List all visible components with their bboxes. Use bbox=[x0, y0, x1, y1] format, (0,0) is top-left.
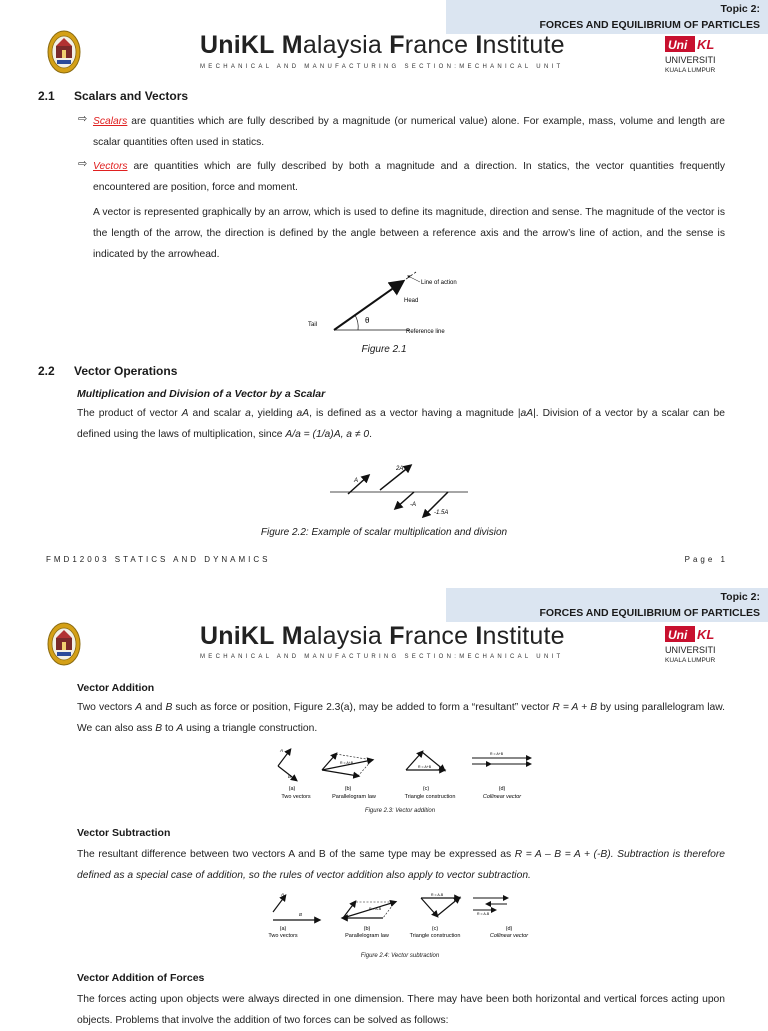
svg-text:Uni: Uni bbox=[668, 38, 688, 52]
head-label: Head bbox=[404, 298, 419, 304]
svg-text:Collinear vector: Collinear vector bbox=[489, 933, 529, 939]
svg-text:Two vectors: Two vectors bbox=[268, 933, 298, 939]
svg-text:(c): (c) bbox=[422, 786, 430, 792]
svg-text:(d): (d) bbox=[505, 926, 513, 932]
institute-seal-icon bbox=[47, 30, 81, 74]
figure-2-1-caption: Figure 2.1 bbox=[361, 344, 407, 355]
svg-text:A: A bbox=[280, 748, 284, 753]
arrow-bullet-icon: ⇨ bbox=[78, 158, 88, 170]
svg-text:(d): (d) bbox=[498, 786, 506, 792]
label-a: A bbox=[354, 478, 359, 484]
svg-text:Parallelogram law: Parallelogram law bbox=[345, 933, 389, 939]
figure-2-2-scalar-multiplication bbox=[330, 460, 470, 522]
svg-text:R = A+B: R = A+B bbox=[340, 761, 354, 765]
figure-2-4-caption: Figure 2.4: Vector subtraction bbox=[360, 953, 440, 959]
svg-text:R = A-B: R = A-B bbox=[369, 907, 382, 911]
svg-text:KUALA LUMPUR: KUALA LUMPUR bbox=[665, 657, 716, 664]
section-line: MECHANICAL AND MANUFACTURING SECTION:MECHANICAL UNIT bbox=[200, 654, 564, 660]
figure-2-3-vector-addition bbox=[268, 744, 532, 806]
figure-2-4-vector-subtraction bbox=[255, 888, 545, 952]
label-neg-1-5a: -1.5A bbox=[434, 510, 449, 516]
reference-line-label: Reference line bbox=[406, 329, 445, 335]
footer-page-number: Page 1 bbox=[684, 555, 728, 564]
svg-text:(b): (b) bbox=[363, 926, 371, 932]
svg-text:B: B bbox=[288, 774, 292, 779]
unikl-logo-icon bbox=[665, 34, 735, 78]
svg-text:Uni: Uni bbox=[668, 628, 688, 642]
topic-title: FORCES AND EQUILIBRIUM OF PARTICLES bbox=[539, 19, 760, 31]
svg-text:R = A-B: R = A-B bbox=[477, 912, 490, 916]
vector-addition-heading: Vector Addition bbox=[77, 682, 155, 694]
svg-text:(b): (b) bbox=[344, 786, 352, 792]
svg-text:(a): (a) bbox=[279, 926, 287, 932]
section-line: MECHANICAL AND MANUFACTURING SECTION:MECHANICAL UNIT bbox=[200, 64, 564, 70]
svg-text:Collinear vector: Collinear vector bbox=[482, 794, 522, 800]
unikl-logo-icon bbox=[665, 624, 735, 668]
scalars-term: Scalars bbox=[93, 116, 128, 127]
line-of-action-label: Line of action bbox=[421, 280, 457, 286]
svg-text:Triangle construction: Triangle construction bbox=[409, 933, 461, 939]
tail-label: Tail bbox=[308, 322, 318, 328]
label-neg-a: -A bbox=[410, 502, 416, 508]
svg-text:KL: KL bbox=[697, 627, 715, 642]
svg-text:Two vectors: Two vectors bbox=[281, 794, 311, 800]
vector-representation-paragraph: A vector is represented graphically by an arrow, which is used to define its magnitude, direction and sense. The magnitude of the vector is the length of the arrow, the direction is defined by the angle between a reference axis and the arrow’s line of action, and the sense is indicated by the arrowhead. bbox=[93, 207, 725, 260]
multiplication-heading: Multiplication and Division of a Vector by a Scalar bbox=[77, 388, 326, 400]
vector-subtraction-paragraph: The resultant difference between two vectors A and B of the same type may be expressed as R = A – B = A + (-B). Subtraction is therefore defined as a special case of addition, so the rules of vector addition also apply to vector subtraction. bbox=[77, 849, 726, 881]
topic-box bbox=[446, 588, 768, 622]
arrow-bullet-icon: ⇨ bbox=[78, 113, 88, 125]
vectors-paragraph: Vectors are quantities which are fully described by both a magnitude and a direction. In statics, the vector quantities frequently encountered are position, force and moment. bbox=[93, 161, 725, 193]
vector-addition-forces-paragraph: The forces acting upon objects were always directed in one dimension. There may have been both horizontal and vertical forces acting upon objects. Problems that involve the addition of two forces can be solved as follows: bbox=[77, 994, 725, 1026]
page-1: Topic 2: FORCES AND EQUILIBRIUM OF PARTICLES UniKL Malaysia France Institute MECHANICAL AND MANUFACTURING SECTION:MECHANICAL UNIT Uni KL UNIVERSITI KUALA LUMPUR 2.1 Scalars and Vectors ⇨ Scalars are quantities which are fully described by a magnitude (or numerical value) alone. For example, mass, volume and length are scalar quantities often used in statics. ⇨ Vectors are quantities which are fully described by both a magnitude and a direction. In statics, the vector quantities frequently encountered are position, force and moment. A vector is represented graphically by an arrow, which is used to define its magnitude, direction and sense. The magnitude of the vector is the length of the arrow, the direction is defined by the angle between a reference axis and the arrow’s line of action, and the sense is indicated by the arrowhead. θ Line of action Head Tail Reference line Figure 2.1 2.2 Vector Operations Multiplication and Division of a Vector by a Scalar The product of vector A and scalar a, yielding aA, is defined as a vector having a magnitude |aA|. Division of a vector by a scalar can be defined using the laws of multiplication, since A/a = (1/a)A, a ≠ 0. A 2A -A -1.5A Figure 2.2: Example of scalar multiplication and division FMD12003 STATICS AND DYNAMICS Page 1 bbox=[0, 0, 768, 580]
scalars-paragraph: Scalars are quantities which are fully described by a magnitude (or numerical value) alone. For example, mass, volume and length are scalar quantities often used in statics. bbox=[93, 116, 725, 148]
svg-text:Triangle construction: Triangle construction bbox=[404, 794, 456, 800]
page-2 bbox=[0, 588, 768, 1024]
figure-2-1-vector-diagram bbox=[300, 262, 480, 342]
topic-label: Topic 2: bbox=[720, 591, 760, 603]
topic-box bbox=[446, 0, 768, 34]
vector-addition-paragraph: Two vectors A and B such as force or position, Figure 2.3(a), may be added to form a “resultant” vector R = A + B by using parallelogram law. We can also ass B to A using a triangle construction. bbox=[77, 702, 725, 734]
vector-subtraction-heading: Vector Subtraction bbox=[77, 827, 171, 839]
figure-2-3-caption: Figure 2.3: Vector addition bbox=[364, 808, 436, 814]
svg-text:R = A+B: R = A+B bbox=[490, 752, 504, 756]
svg-text:R = A-B: R = A-B bbox=[431, 893, 444, 897]
svg-text:KUALA LUMPUR: KUALA LUMPUR bbox=[665, 67, 716, 74]
institute-title: UniKL Malaysia France Institute bbox=[200, 622, 565, 650]
svg-text:A: A bbox=[281, 892, 285, 897]
vector-addition-forces-heading: Vector Addition of Forces bbox=[77, 972, 205, 984]
line-of-action bbox=[402, 272, 416, 282]
svg-text:(a): (a) bbox=[288, 786, 296, 792]
svg-text:(c): (c) bbox=[431, 926, 439, 932]
label-2a: 2A bbox=[396, 466, 404, 472]
theta-label: θ bbox=[365, 316, 370, 325]
institute-title: UniKL Malaysia France Institute bbox=[200, 31, 565, 59]
multiplication-paragraph: The product of vector A and scalar a, yielding aA, is defined as a vector having a magnitude |aA|. Division of a vector by a scalar can be defined using the laws of multiplication, since A/a = (1/a)A, a ≠ 0. bbox=[77, 408, 725, 440]
svg-text:Parallelogram law: Parallelogram law bbox=[332, 794, 376, 800]
institute-seal-icon bbox=[47, 622, 81, 666]
topic-title: FORCES AND EQUILIBRIUM OF PARTICLES bbox=[539, 607, 760, 619]
topic-label: Topic 2: bbox=[720, 3, 760, 15]
svg-text:B: B bbox=[299, 912, 303, 917]
vectors-term: Vectors bbox=[93, 161, 128, 172]
vector-2a-arrow bbox=[380, 466, 410, 490]
figure-2-2-caption: Figure 2.2: Example of scalar multiplication and division bbox=[260, 527, 508, 538]
svg-text:UNIVERSITI: UNIVERSITI bbox=[665, 55, 716, 65]
svg-text:UNIVERSITI: UNIVERSITI bbox=[665, 645, 716, 655]
footer-course: FMD12003 STATICS AND DYNAMICS bbox=[46, 555, 271, 564]
svg-text:R = A+B: R = A+B bbox=[418, 765, 432, 769]
svg-text:KL: KL bbox=[697, 37, 715, 52]
